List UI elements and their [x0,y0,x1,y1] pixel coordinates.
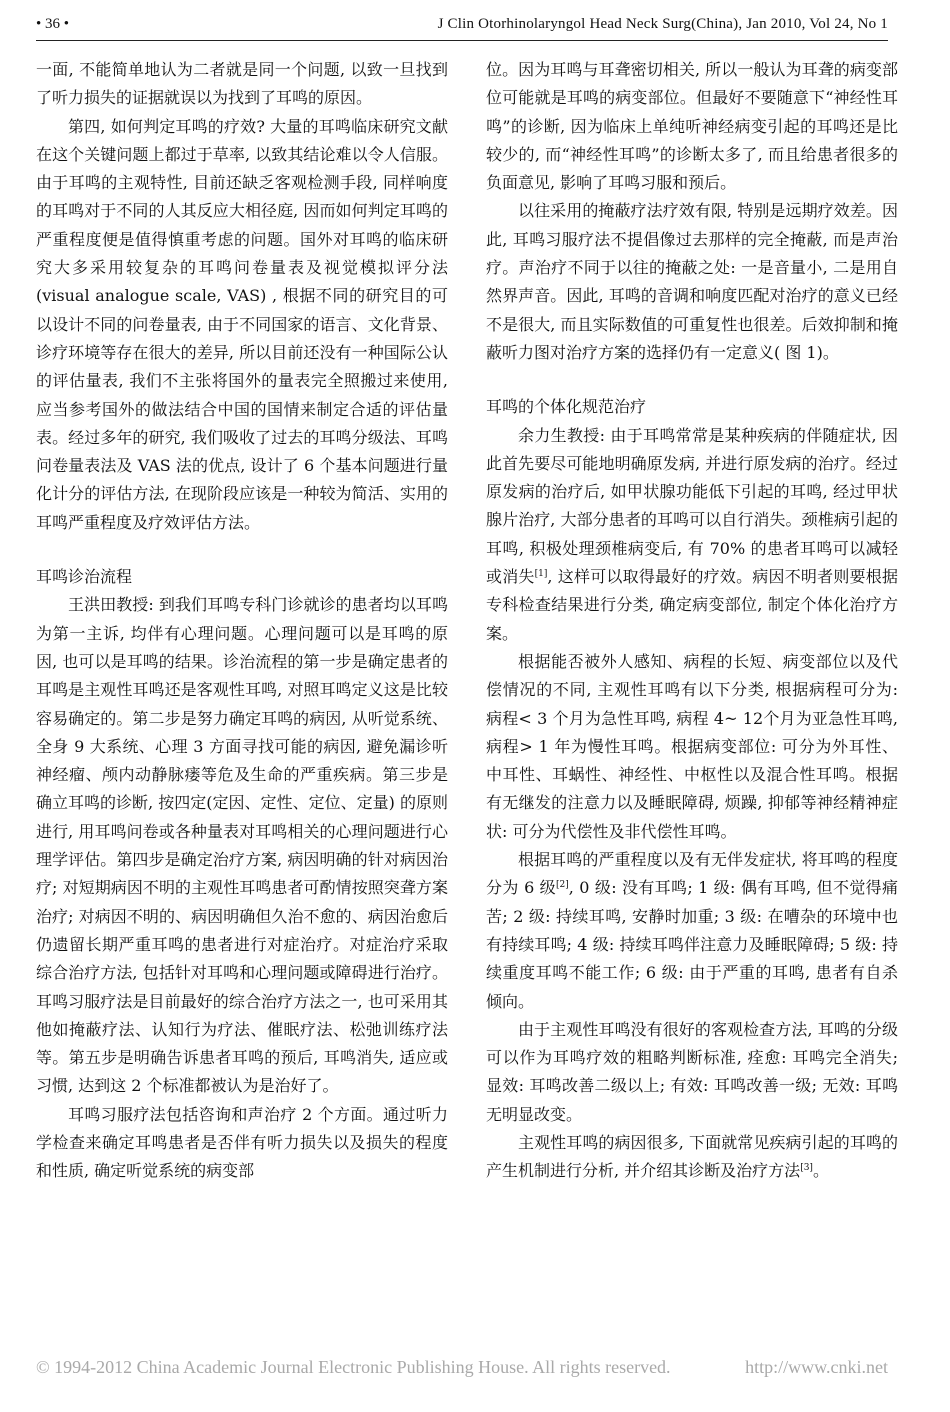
citation-ref[interactable]: [3] [800,1163,813,1174]
paragraph: 以往采用的掩蔽疗法疗效有限, 特别是远期疗效差。因此, 耳鸣习服疗法不提倡像过去那样的完全掩蔽, 而是声治疗。声治疗不同于以往的掩蔽之处: 一是音量小, 二是用自然界声音。因此, 耳鸣的音调和响度匹配对治疗的意义已经不是很大, 而且实际数值的可重复性也很差。后效抑制和掩蔽听力图对治疗方案的选择仍有一定意义( 图 1)。 [486,201,898,362]
paragraph: 由于主观性耳鸣没有很好的客观检查方法, 耳鸣的分级可以作为耳鸣疗效的粗略判断标准, 痊愈: 耳鸣完全消失; 显效: 耳鸣改善二级以上; 有效: 耳鸣改善一级; 无效: 耳鸣无明显改变。 [486,1019,898,1124]
footer-url[interactable]: http://www.cnki.net [745,1357,888,1377]
text-run: 。 [812,1161,829,1181]
text-run: , 0 级: 没有耳鸣; 1 级: 偶有耳鸣, 但不觉得痛苦; 2 级: 持续耳鸣, 安静时加重; 3 级: 在嘈杂的环境中也有持续耳鸣; 4 级: 持续耳鸣伴注意力及睡眠障碍; 5 级: 持续重度耳鸣不能工作; 6 级: 由于严重的耳鸣, 患者有自杀倾向。 [486,878,898,1011]
text-run: 余力生教授: 由于耳鸣常常是某种疾病的伴随症状, 因此首先要尽可能地明确原发病, 并进行原发病的治疗。经过原发病的治疗后, 如甲状腺功能低下引起的耳鸣, 经过甲状腺片治疗, 大部分患者的耳鸣可以自行消失。颈椎病引起的耳鸣, 积极处理颈椎病变后, 有 70% 的患者耳鸣可以减轻或消失 [486,425,898,587]
right-column [486,56,898,1186]
paragraph: 耳鸣习服疗法包括咨询和声治疗 2 个方面。通过听力学检查来确定耳鸣患者是否伴有听力损失以及损失的程度和性质, 确定听觉系统的病变部 [36,1104,448,1181]
section-heading: 耳鸣诊治流程 [36,567,133,587]
paragraph: 根据能否被外人感知、病程的长短、病变部位以及代偿情况的不同, 主观性耳鸣有以下分类, 根据病程可分为: 病程< 3 个月为急性耳鸣, 病程 4~ 12个月为亚急性耳鸣,病程> 1 年为慢性耳鸣。根据病变部位: 可分为外耳性、中耳性、耳蜗性、神经性、中枢性以及混合性耳鸣。根据有无继发的注意力以及睡眠障碍, 烦躁, 抑郁等神经精神症状: 可分为代偿性及非代偿性耳鸣。 [486,651,898,841]
paragraph: 第四, 如何判定耳鸣的疗效? 大量的耳鸣临床研究文献在这个关键问题上都过于草率, 以致其结论难以令人信服。由于耳鸣的主观特性, 目前还缺乏客观检测手段, 同样响度的耳鸣对于不同的人其反应大相径庭, 因而如何判定耳鸣的严重程度便是值得慎重考虑的问题。国外对耳鸣的临床研究大多采用较复杂的耳鸣问卷量表及视觉模拟评分法 (visual analogue scale, VAS) , 根据不同的研究目的可以设计不同的问卷量表, 由于不同国家的语言、文化背景、诊疗环境等存在很大的差异, 所以目前还没有一种国际公认的评估量表, 我们不主张将国外的量表完全照搬过来使用, 应当参考国外的做法结合中国的国情来制定合适的评估量表。经过多年的研究, 我们吸收了过去的耳鸣分级法、耳鸣问卷量表法及 VAS 法的优点, 设计了 6 个基本问题进行量化计分的评估方法, 在现阶段应该是一种较为简活、实用的耳鸣严重程度及疗效评估方法。 [36,116,448,532]
text-run: 根据耳鸣的严重程度以及有无伴发症状, 将耳鸣的程度分为 6 级 [486,850,898,898]
copyright-notice: © 1994-2012 China Academic Journal Electronic Publishing House. All rights reserved. [36,1357,671,1377]
text-run: , 这样可以取得最好的疗效。病因不明者则要根据专科检查结果进行分类, 确定病变部位, 制定个体化治疗方案。 [486,567,898,643]
paragraph [486,422,898,648]
paragraph: 位。因为耳鸣与耳聋密切相关, 所以一般认为耳聋的病变部位可能就是耳鸣的病变部位。但最好不要随意下“神经性耳鸣”的诊断, 因为临床上单纯听神经病变引起的耳鸣还是比较少的, 而“神经性耳鸣”的诊断太多了, 而且给患者很多的负面意见, 影响了耳鸣习服和预后。 [486,60,898,193]
left-column [36,56,448,1186]
text-run: 主观性耳鸣的病因很多, 下面就常见疾病引起的耳鸣的产生机制进行分析, 并介绍其诊断及治疗方法 [486,1132,898,1181]
citation-ref[interactable]: [2] [556,880,569,891]
paragraph: 一面, 不能简单地认为二者就是同一个问题, 以致一旦找到了听力损失的证据就误以为找到了耳鸣的原因。 [36,60,448,108]
citation-ref[interactable]: [1] [534,569,548,580]
paragraph: 王洪田教授: 到我们耳鸣专科门诊就诊的患者均以耳鸣为第一主诉, 均伴有心理问题。心理问题可以是耳鸣的原因, 也可以是耳鸣的结果。诊治流程的第一步是确定患者的耳鸣是主观性耳鸣还是客观性耳鸣, 对照耳鸣定义这是比较容易确定的。第二步是努力确定耳鸣的病因, 从听觉系统、全身 9 大系统、心理 3 方面寻找可能的病因, 避免漏诊听神经瘤、颅内动静脉瘘等危及生命的严重疾病。第三步是确立耳鸣的诊断, 按四定(定因、定性、定位、定量) 的原则进行, 用耳鸣问卷或各种量表对耳鸣相关的心理问题进行心理学评估。第四步是确定治疗方案, 病因明确的针对病因治疗; 对短期病因不明的主观性耳鸣患者可酌情按照突聋方案治疗; 对病因不明的、病因明确但久治不愈的、病因治愈后仍遗留长期严重耳鸣的患者进行对症治疗。对症治疗采取综合治疗方法, 包括针对耳鸣和心理问题或障碍进行治疗。耳鸣习服疗法是目前最好的综合治疗方法之一, 也可采用其他如掩蔽疗法、认知行为疗法、催眠疗法、松弛训练疗法等。第五步是明确告诉患者耳鸣的预后, 耳鸣消失, 适应或习惯, 达到这 2 个标准都被认为是治好了。 [36,595,448,1096]
page-number: • 36 • [36,16,70,32]
section-heading: 耳鸣的个体化规范治疗 [486,397,647,417]
paragraph [486,1129,898,1186]
paragraph [486,846,898,1016]
running-header [36,14,888,41]
journal-citation: J Clin Otorhinolaryngol Head Neck Surg(China), Jan 2010, Vol 24, No 1 [437,16,888,32]
